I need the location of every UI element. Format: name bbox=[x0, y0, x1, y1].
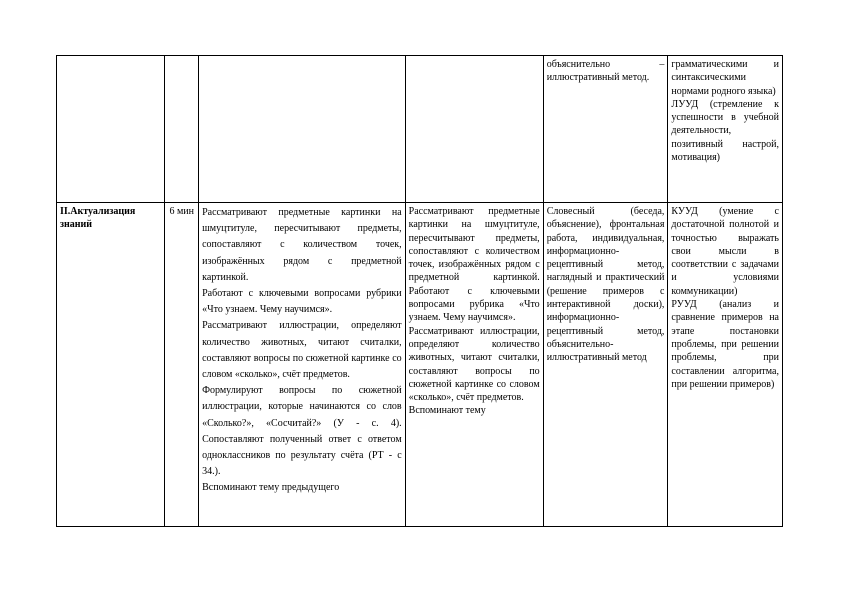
stage-text: II.Актуализация знаний bbox=[60, 206, 136, 231]
student-activity-text: Рассматривают предметные картинки на шмуцтитуле, пересчитывают предметы, сопоставляют с количеством точек, изображённых рядом с предметной картинкой. Работают с ключевыми вопросами рубрика «Что узнаем. Чему научимся». Рассматривают иллюстрации, определяют количество животных, читают считалки, составляют вопросы по сюжетной картинке со словом «сколько», счёт предметов. Вспоминают тему bbox=[408, 206, 540, 417]
time-cell bbox=[165, 203, 199, 527]
uud-cell bbox=[668, 56, 783, 203]
stage-cell bbox=[57, 203, 165, 527]
teacher-activity-cell bbox=[199, 56, 406, 203]
time-text: 6 мин bbox=[169, 206, 194, 217]
methods-cell bbox=[543, 203, 668, 527]
time-cell bbox=[165, 56, 199, 203]
student-activity-cell bbox=[405, 203, 543, 527]
methods-text: Словесный (беседа, объяснение), фронтальная работа, индивидуальная, информационно-рецептивный метод, наглядный и практический (решение примеров с интерактивной доски), информационно-рецептивный метод, объяснительно-иллюстративный метод bbox=[546, 206, 665, 364]
uud-text: грамматическими и синтаксическими нормами родного языка) ЛУУД (стремление к успешности в учебной деятельности, позитивный настрой, мотивация) bbox=[671, 59, 779, 164]
stage-cell bbox=[57, 56, 165, 203]
teacher-activity-cell bbox=[199, 203, 406, 527]
student-activity-cell bbox=[405, 56, 543, 203]
uud-text: КУУД (умение с достаточной полнотой и точностью выражать свои мысли в соответствии с задачами и условиями коммуникации) РУУД (анализ и сравнение примеров на этапе постановки проблемы, при решении проблемы, при составлении алгоритма, при решении примеров) bbox=[671, 206, 779, 390]
lesson-plan-table bbox=[56, 55, 783, 527]
uud-cell bbox=[668, 203, 783, 527]
methods-text: объяснительно – иллюстративный метод. bbox=[546, 59, 665, 84]
methods-cell bbox=[543, 56, 668, 203]
table-row bbox=[57, 203, 783, 527]
teacher-activity-text: Рассматривают предметные картинки на шмуцтитуле, пересчитывают предметы, сопоставляют с количеством точек, изображённых рядом с предметной картинкой. Работают с ключевыми вопросами рубрики «Что узнаем. Чему научимся». Рассматривают иллюстрации, определяют количество животных, читают считалки, составляют вопросы по сюжетной картинке со словом «сколько», счёт предметов. Формулируют вопросы по сюжетной иллюстрации, которые начинаются со слов «Сколько?», «Сосчитай?» (У - с. 4). Сопоставляют полученный ответ с ответом одноклассников по результату счёта (РТ - с 34.). Вспоминают тему предыдущего bbox=[202, 207, 402, 494]
table-row bbox=[57, 56, 783, 203]
